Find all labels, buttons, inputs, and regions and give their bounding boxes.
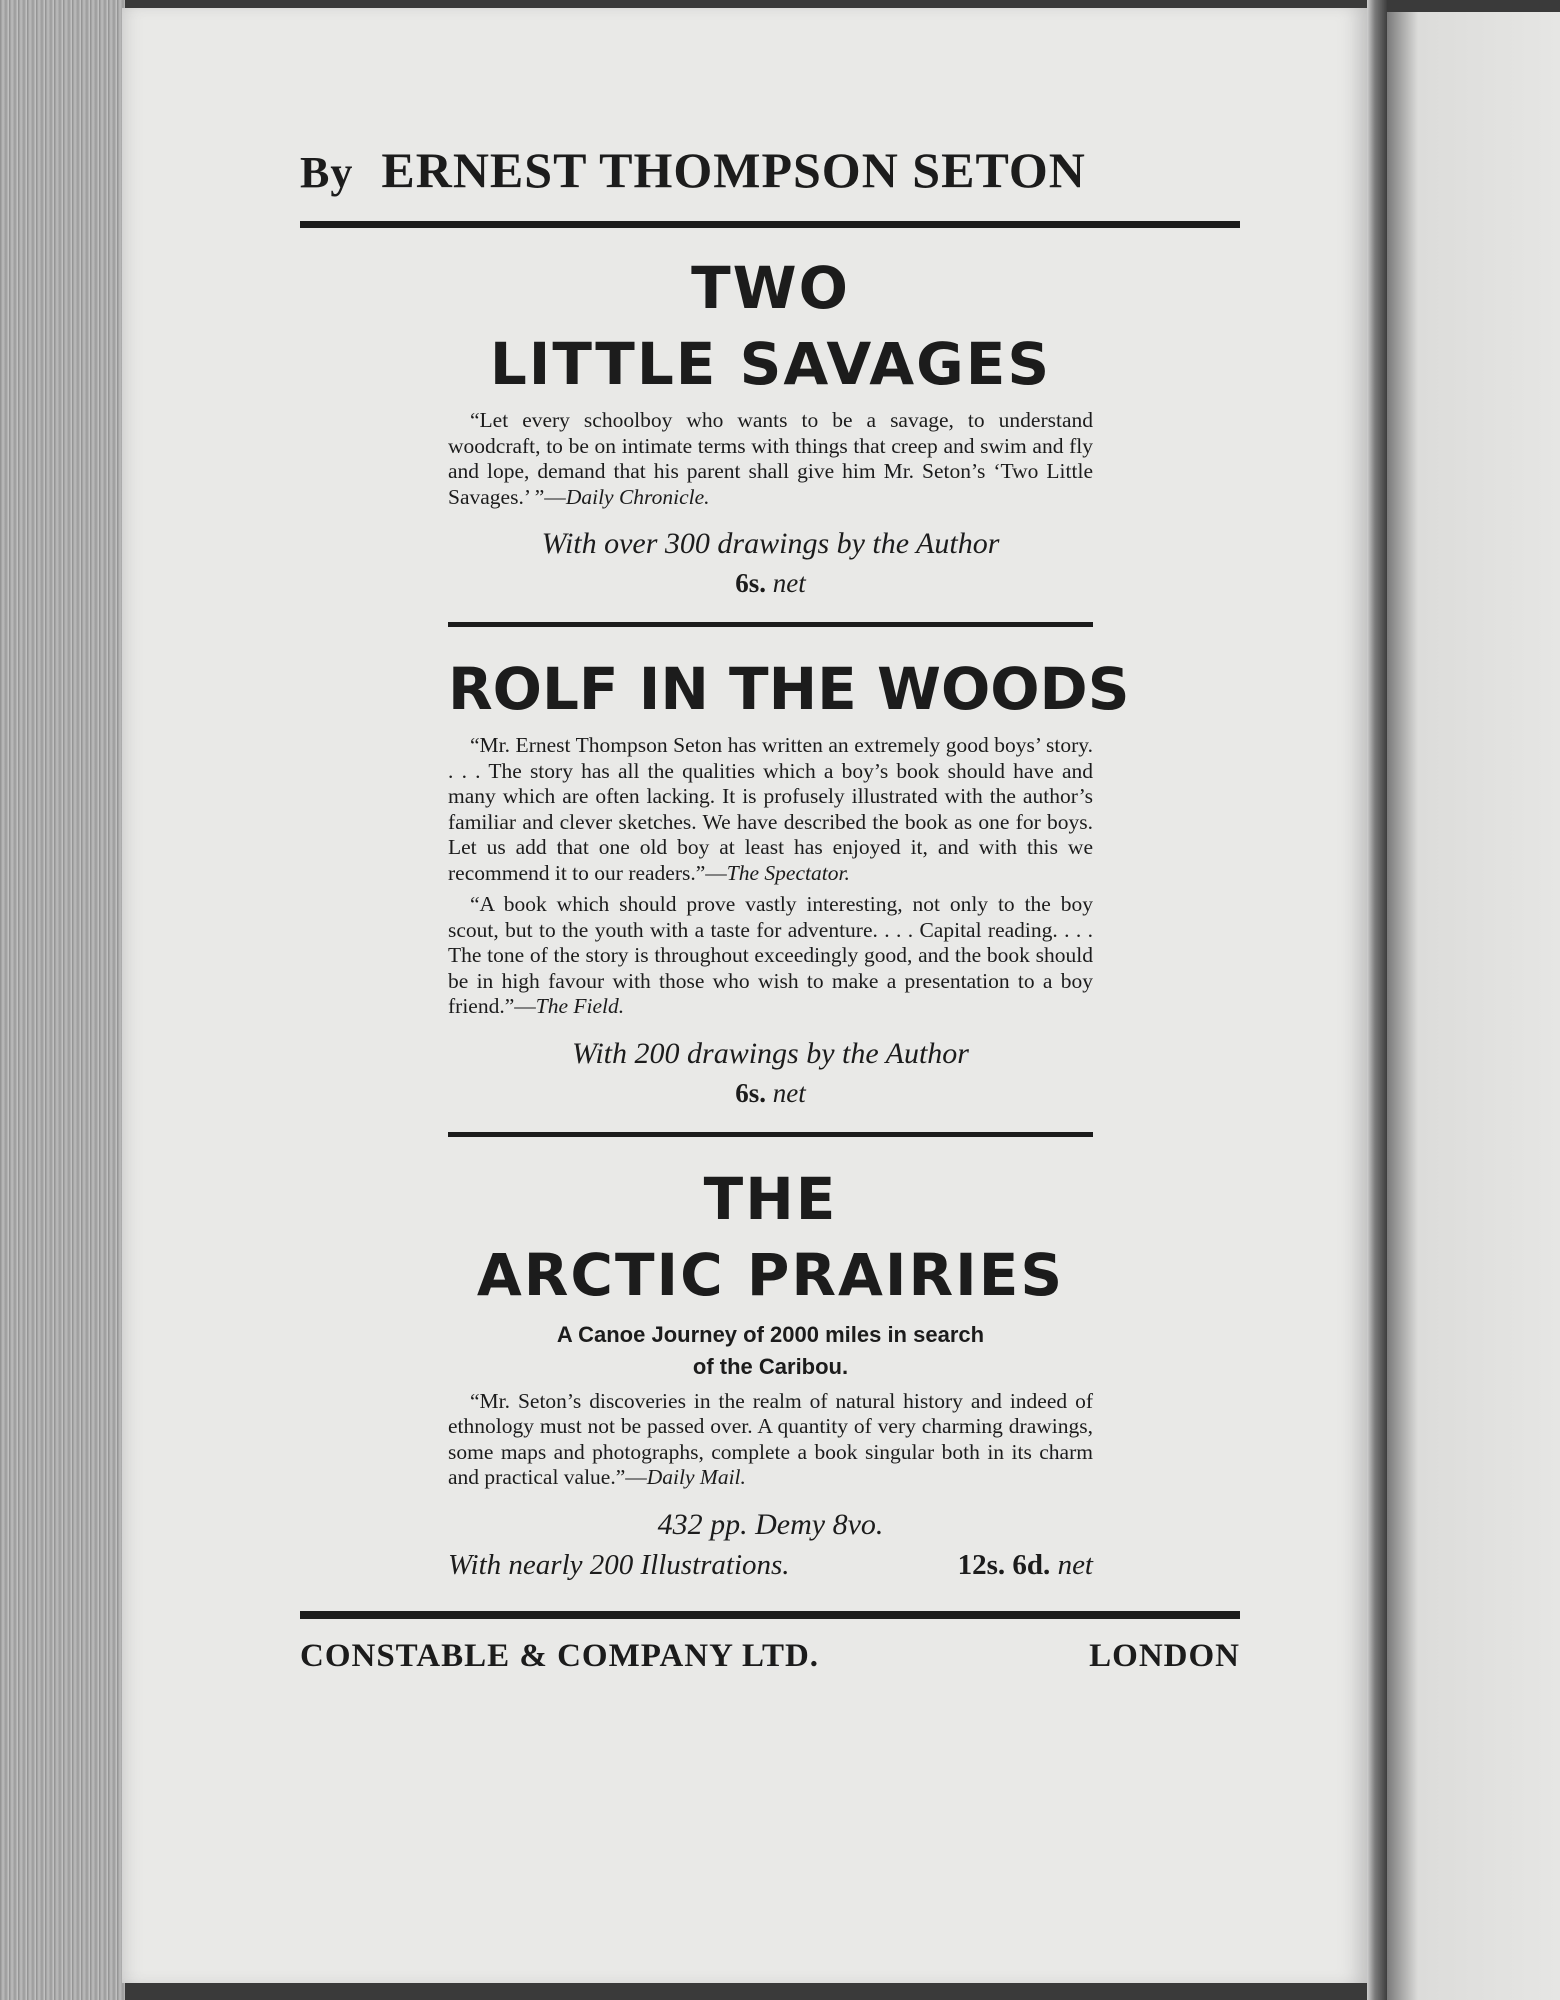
illustrations-price-line (448, 1545, 1093, 1585)
illustrations-note: With over 300 drawings by the Author (541, 527, 1000, 560)
price-net: net (772, 568, 806, 598)
publisher-city: LONDON (1089, 1637, 1240, 1674)
book-title-line1: THE (703, 1164, 838, 1233)
by-label: By (300, 148, 354, 197)
section-rule (448, 1132, 1093, 1137)
price (448, 564, 1093, 602)
quote-text: “Mr. Seton’s discoveries in the realm of natural history and indeed of ethnology must not be passed over. A quantity of very charming drawings, some maps and photographs, complete a book singular both in its charm and practical value.”— (448, 1388, 1093, 1489)
quote-source: Daily Mail. (646, 1465, 746, 1489)
author-heading (300, 140, 1240, 203)
quote-source: The Spectator. (726, 860, 850, 885)
price (448, 1074, 1093, 1112)
advertisement (300, 140, 1240, 1681)
quote-text: “Mr. Ernest Thompson Seton has written an extremely good boys’ story. . . . The story has all the qualities which a boy’s book should have and many which are often lacking. It is profusely illustrated with the author’s familiar and clever sketches. We have described the book as one for boys. Let us add that one old boy at least has enjoyed it, and with this we recommend it to our readers.”— (448, 733, 1093, 885)
quote-text: “A book which should prove vastly interesting, not only to the boy scout, but to the youth with a taste for adventure. . . . Capital reading. . . . The tone of the story is throughout exceedingly good, and the book should be in high favour with those who wish to make a presentation to a boy friend.”— (448, 892, 1093, 1018)
quote-source: Daily Chronicle. (565, 484, 710, 509)
book-title: ROLF IN THE WOODS (448, 655, 1130, 723)
illustrations-note: With 200 drawings by the Author (572, 1036, 969, 1070)
subtitle-line2: of the Caribou. (692, 1353, 849, 1379)
publisher-name: CONSTABLE & COMPANY LTD. (300, 1637, 820, 1674)
review-quote (448, 892, 1093, 1020)
quote-source: The Field. (535, 994, 625, 1018)
book-title-line1: TWO (691, 254, 850, 322)
price-amount: 6s. (735, 568, 766, 598)
section-rule (448, 622, 1093, 627)
publisher-footer (300, 1631, 1240, 1681)
author-name: ERNEST THOMPSON SETON (381, 142, 1086, 198)
price (958, 1545, 1093, 1585)
price-net: net (772, 1077, 806, 1108)
price-amount: 12s. 6d. (957, 1548, 1051, 1581)
book-two-little-savages (448, 250, 1093, 627)
book-title-line2: LITTLE SAVAGES (489, 330, 1052, 398)
review-quote (448, 1389, 1093, 1491)
price-amount: 6s. (735, 1077, 766, 1108)
book-subtitle (448, 1319, 1093, 1383)
book-gutter (1367, 0, 1387, 2000)
top-rule (300, 221, 1240, 228)
book-rolf-in-the-woods (448, 651, 1130, 1137)
book-fore-edge (0, 0, 125, 2000)
facing-page (1387, 12, 1560, 2000)
book-title-line2: ARCTIC PRAIRIES (476, 1240, 1065, 1309)
review-quote (448, 733, 1093, 886)
book-arctic-prairies (448, 1161, 1093, 1585)
quote-text: “Let every schoolboy who wants to be a savage, to understand woodcraft, to be on intimate terms with things that creep and swim and fly and lope, demand that his parent shall give him Mr. Seton’s ‘Two Little Savages.’ ”— (448, 408, 1093, 509)
format-note: 432 pp. Demy 8vo. (657, 1507, 884, 1541)
subtitle-line1: A Canoe Journey of 2000 miles in search (556, 1321, 985, 1347)
illustrations-note: With nearly 200 Illustrations. (448, 1548, 790, 1581)
bottom-rule (300, 1611, 1240, 1619)
price-net: net (1057, 1548, 1093, 1581)
review-quote (448, 408, 1093, 510)
